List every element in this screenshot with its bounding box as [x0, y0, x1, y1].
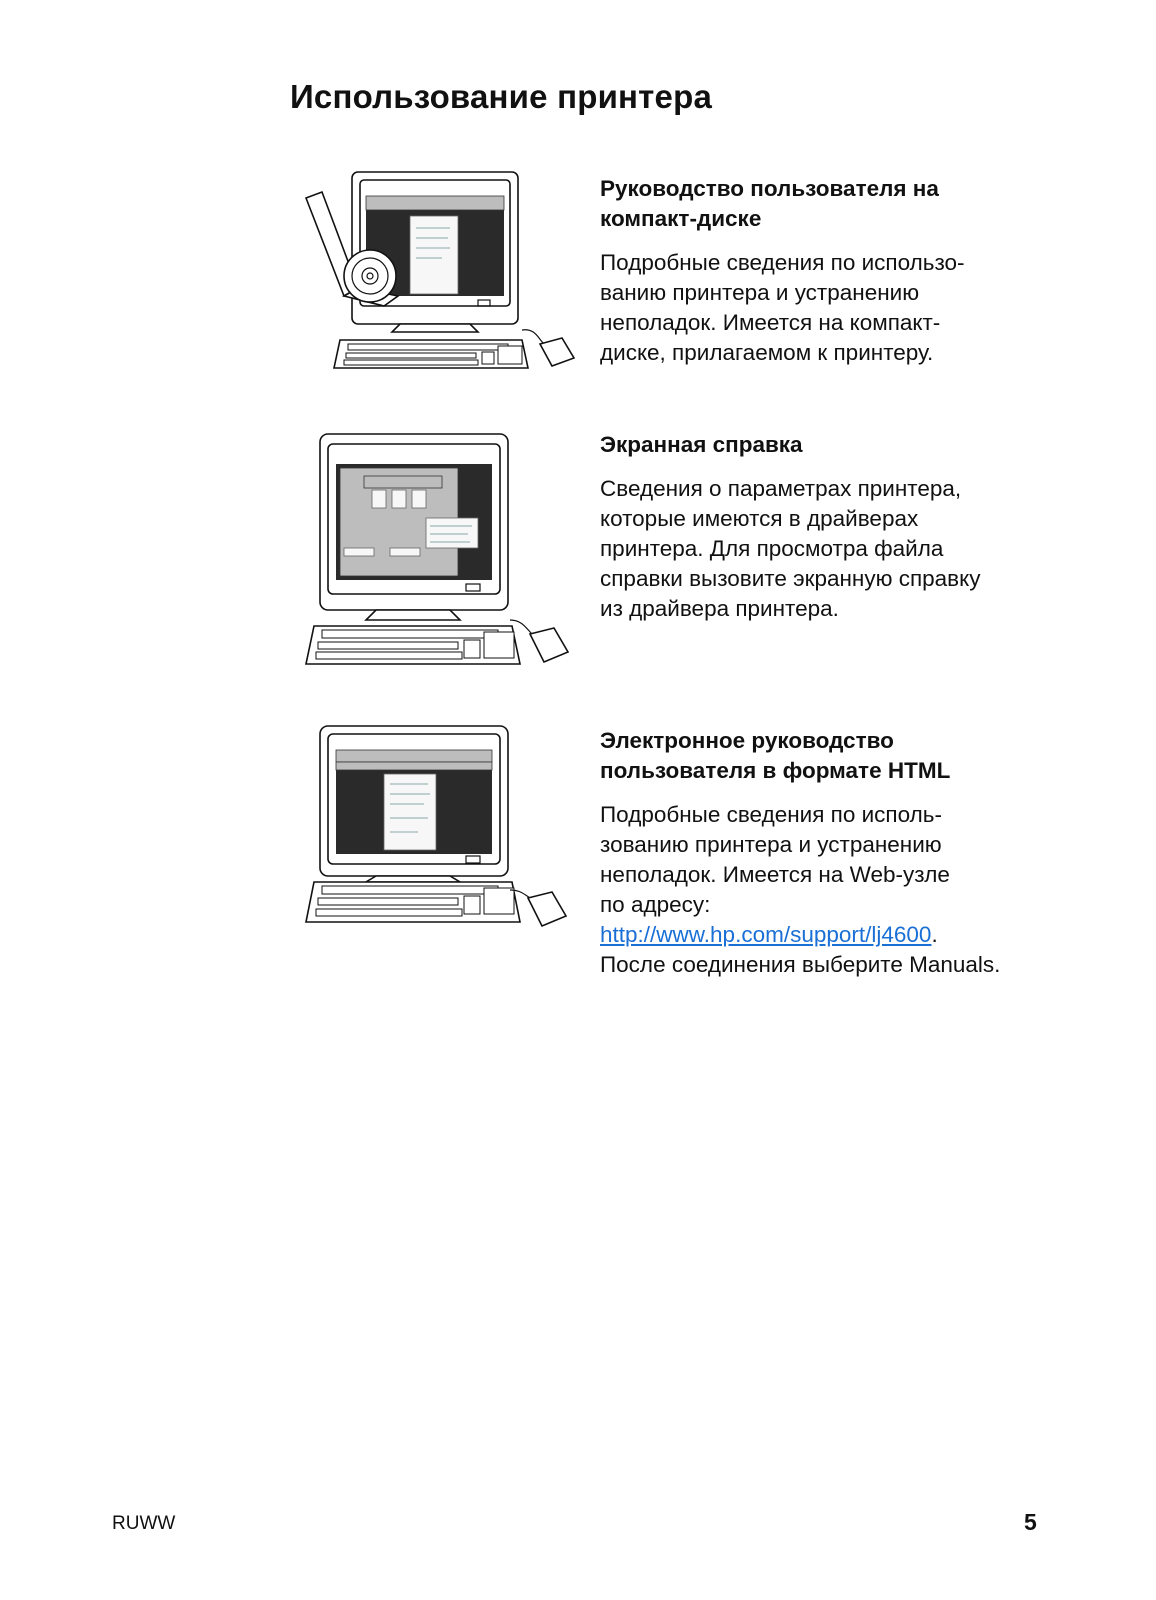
body-line: После соединения выберите Manuals.: [600, 952, 1001, 977]
section-heading: [600, 430, 1070, 460]
section-heading: [600, 726, 1070, 786]
computer-with-dialog-icon: [300, 430, 580, 670]
section-text: [600, 726, 1070, 980]
page-title: Использование принтера: [290, 78, 713, 115]
link-suffix: .: [931, 922, 938, 947]
body-line: которые имеются в драйверах: [600, 506, 919, 531]
body-line: принтера. Для просмотра файла: [600, 536, 944, 561]
body-line: Сведения о параметрах принтера,: [600, 476, 962, 501]
section-text: [600, 174, 1070, 368]
section-body: [600, 800, 1070, 980]
heading-line: Экранная справка: [600, 432, 803, 457]
footer-label: RUWW: [112, 1513, 176, 1534]
heading-line: пользователя в формате HTML: [600, 758, 951, 783]
heading-line: компакт-диске: [600, 206, 762, 231]
support-link[interactable]: http://www.hp.com/support/lj4600: [600, 922, 932, 947]
body-line: из драйвера принтера.: [600, 596, 839, 621]
body-line: ванию принтера и устранению: [600, 280, 920, 305]
computer-with-browser-icon: [300, 722, 580, 932]
section-text: [600, 430, 1070, 624]
body-line: неполадок. Имеется на Web-узле: [600, 862, 950, 887]
section-heading: [600, 174, 1070, 234]
body-line: Подробные сведения по использо-: [600, 250, 965, 275]
section-body: [600, 248, 1070, 368]
body-line: диске, прилагаемом к принтеру.: [600, 340, 934, 365]
computer-with-cd-icon: [300, 168, 580, 378]
section-body: [600, 474, 1070, 624]
link-line: [600, 920, 1070, 950]
body-line: по адресу:: [600, 892, 711, 917]
body-line: неполадок. Имеется на компакт-: [600, 310, 941, 335]
body-line: Подробные сведения по исполь-: [600, 802, 942, 827]
page-number: 5: [1024, 1509, 1037, 1535]
heading-line: Электронное руководство: [600, 728, 894, 753]
heading-line: Руководство пользователя на: [600, 176, 939, 201]
body-line: справки вызовите экранную справку: [600, 566, 981, 591]
body-line: зованию принтера и устранению: [600, 832, 942, 857]
